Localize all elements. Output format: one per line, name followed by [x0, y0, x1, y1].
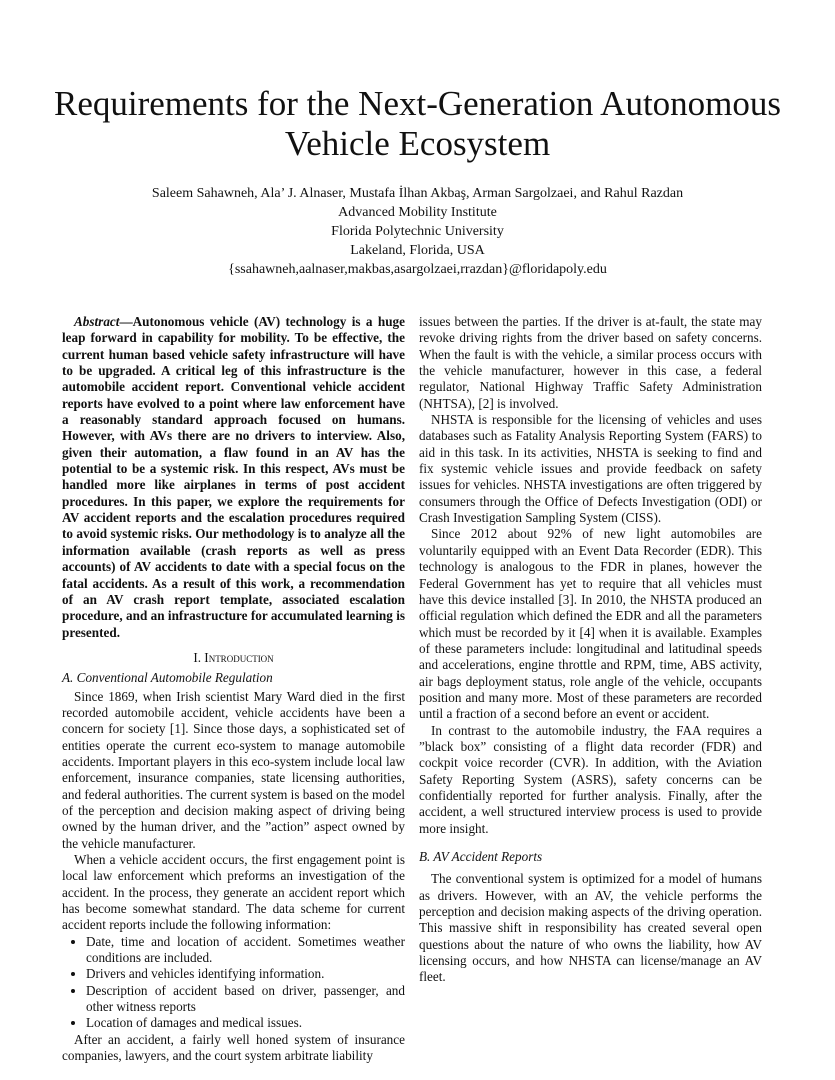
abstract-label: Abstract [74, 314, 120, 329]
author-block [0, 184, 835, 279]
paragraph: After an accident, a fairly well honed system of insurance companies, lawyers, and the court system arbitrate liability [62, 1031, 405, 1064]
left-column [62, 314, 405, 1064]
abstract-text: —Autonomous vehicle (AV) technology is a huge leap forward in capability for mobility. To be effective, the current human based vehicle safety infrastructure will have to be upgraded. A critical leg of this infrastructure is the automobile accident report. Conventional vehicle accident reports have evolved to a point where law enforcement have a reasonably standard approach focused on humans. However, with AVs there are no drivers to interview. Also, given their automation, a flaw found in an AV has the potential to be a systemic risk. In this respect, AVs must be handled more like airplanes in terms of post accident procedures. In this paper, we explore the requirements for AV accident reports and the escalation procedures required to avoid systemic risks. Our methodology is to analyze all the information available (crash reports as well as press accounts) of AV accidents to date with a special focus on the fatal accidents. As a result of this work, a recommendation of an AV crash report template, associated escalation procedure, and an infrastructure for accumulated learning is presented. [62, 314, 405, 640]
abstract [62, 314, 405, 641]
subsection-heading: A. Conventional Automobile Regulation [62, 670, 273, 686]
title-line: Requirements for the Next-Generation Autonomous [53, 84, 782, 123]
paragraph: The conventional system is optimized for a model of humans as drivers. However, with an AV, the vehicle performs the perception and decision making aspects of the driving operation. This massive shift in responsibility has created several open questions about the nature of who owns the liability, how AV licensing occurs, and how NHSTA can license/manage an AV fleet. [419, 871, 762, 985]
affiliation: Lakeland, Florida, USA [350, 243, 485, 258]
title-line: Vehicle Ecosystem [284, 124, 551, 163]
paragraph: NHSTA is responsible for the licensing of vehicles and uses databases such as Fatality Analysis Reporting System (FARS) to aid in this task. In its activities, NHSTA is seeking to find and fix systemic vehicle issues and provide feedback on safety issues for vehicles. NHSTA investigations are often triggered by consumers through the Office of Defects Investigation (ODI) or Crash Investigation Sampling System (CISS). [419, 412, 762, 526]
paper-title [0, 84, 835, 164]
affiliation: Florida Polytechnic University [331, 224, 504, 239]
paragraph: issues between the parties. If the driver is at-fault, the state may revoke driving rights from the driver based on safety concerns. When the fault is with the vehicle, a similar process occurs with the vehicle manufacturer, however in this case, a federal regulator, National Highway Traffic Safety Administration (NHTSA), [2] is involved. [419, 314, 762, 411]
affiliation: Advanced Mobility Institute [338, 205, 497, 220]
section-heading: I. Introduction [193, 649, 274, 665]
right-column [419, 314, 762, 986]
paragraph: Since 1869, when Irish scientist Mary Ward died in the first recorded automobile accident, vehicle accidents have been a concern for society [1]. Since those days, a sophisticated set of entities operate the current eco-system to manage automobile accidents. Important players in this eco-system include local law enforcement, insurance companies, state licensing authorities, and federal authorities. The current system is based on the model of the perception and decision making aspect of driving being owned by the human driver, and the ”action” aspect owned by the vehicle manufacturer. [62, 688, 405, 851]
list-item: • Location of damages and medical issues. [86, 1015, 405, 1031]
list-item: • Date, time and location of accident. Sometimes weather conditions are included. [86, 934, 405, 967]
emails: {ssahawneh,aalnaser,makbas,asargolzaei,rrazdan}@floridapoly.edu [228, 262, 607, 277]
authors: Saleem Sahawneh, Ala’ J. Alnaser, Mustafa İlhan Akbaş, Arman Sargolzaei, and Rahul Razdan [151, 186, 684, 201]
list-item: • Drivers and vehicles identifying information. [86, 966, 405, 982]
list-item: • Description of accident based on driver, passenger, and other witness reports [86, 983, 405, 1016]
bullet-list [62, 934, 405, 1032]
paragraph: When a vehicle accident occurs, the first engagement point is local law enforcement which preforms an investigation of the accident. In the process, they generate an accident report which has become somewhat standard. The data scheme for current accident reports include the following information: [62, 852, 405, 933]
paragraph: In contrast to the automobile industry, the FAA requires a ”black box” consisting of a flight data recorder (FDR) and cockpit voice recorder (CVR). In addition, with the Aviation Safety Reporting System (ASRS), safety concerns can be confidentially reported for further analysis. Finally, after the accident, a well structured interview process is used to provide more insight. [419, 722, 762, 836]
paragraph: Since 2012 about 92% of new light automobiles are voluntarily equipped with an Event Data Recorder (EDR). This technology is analogous to the FDR in planes, however the Federal Government has yet to require that all vehicles must have this device installed [3]. In 2010, the NHSTA produced an official regulation which defined the EDR and all the parameters which must be recorded by it [4] when it is available. Examples of these parameters include: longitudinal and latitudinal speeds and accelerations, engine throttle and RPM, time, ABS activity, air bags deployment status, role angle of the vehicle, occupants position and many more. Most of these parameters are recorded until a fraction of a second before an event or accident. [419, 526, 762, 722]
subsection-heading: B. AV Accident Reports [419, 849, 543, 864]
